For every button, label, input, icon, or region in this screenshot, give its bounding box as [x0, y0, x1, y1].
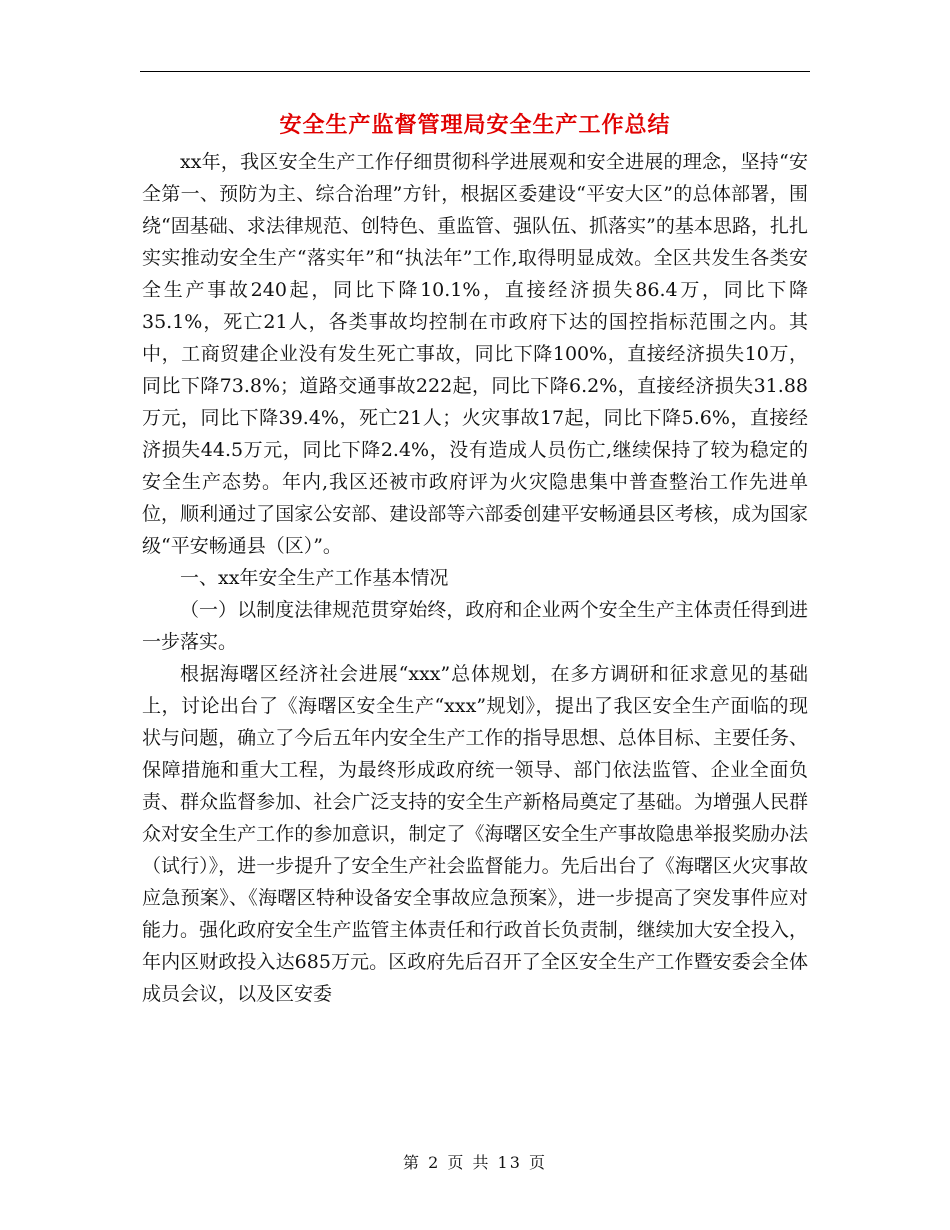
paragraph-planning: 根据海曙区经济社会进展“xxx”总体规划，在多方调研和征求意见的基础上，讨论出台了《海曙区安全生产“xxx”规划》，提出了我区安全生产面临的现状与问题，确立了今后五年内安全生产工作的指导思想、总体目标、主要任务、保障措施和重大工程，为最终形成政府统一领导、部门依法监管、企业全面负责、群众监督参加、社会广泛支持的安全生产新格局奠定了基础。为增强人民群众对安全生产工作的参加意识，制定了《海曙区安全生产事故隐患举报奖励办法（试行）》，进一步提升了安全生产社会监督能力。先后出台了《海曙区火灾事故应急预案》、《海曙区特种设备安全事故应急预案》，进一步提高了突发事件应对能力。强化政府安全生产监管主体责任和行政首长负责制，继续加大安全投入，年内区财政投入达685万元。区政府先后召开了全区安全生产工作暨安委会全体成员会议，以及区安委 — [142, 663, 808, 1005]
paragraph-intro: xx年，我区安全生产工作仔细贯彻科学进展观和安全进展的理念，坚持“安全第一、预防为主、综合治理”方针，根据区委建设“平安大区”的总体部署，围绕“固基础、求法律规范、创特色、重监管、强队伍、抓落实”的基本思路，扎扎实实推动安全生产“落实年”和“执法年”工作,取得明显成效。全区共发生各类安全生产事故240起，同比下降10.1%，直接经济损失86.4万，同比下降35.1%，死亡21人，各类事故均控制在市政府下达的国控指标范围之内。其中，工商贸建企业没有发生死亡事故，同比下降100%，直接经济损失10万，同比下降73.8%；道路交通事故222起，同比下降6.2%，直接经济损失31.88万元，同比下降39.4%，死亡21人；火灾事故17起，同比下降5.6%，直接经济损失44.5万元，同比下降2.4%，没有造成人员伤亡,继续保持了较为稳定的安全生产态势。年内,我区还被市政府评为火灾隐患集中普查整治工作先进单位，顺利通过了国家公安部、建设部等六部委创建平安畅通县区考核，成为国家级“平安畅通县（区）”。 — [142, 151, 808, 557]
footer-prefix: 第 — [402, 1153, 421, 1172]
footer-suffix: 页 — [529, 1153, 548, 1172]
section-heading-1: 一、xx年安全生产工作基本情况 — [180, 567, 449, 589]
document-title: 安全生产监督管理局安全生产工作总结 — [279, 112, 671, 138]
footer-current-page: 2 — [428, 1153, 441, 1172]
footer-total-pages: 13 — [497, 1153, 522, 1172]
page-footer — [0, 1152, 950, 1174]
footer-middle: 页 共 — [447, 1153, 491, 1172]
subsection-heading-1: （一）以制度法律规范贯穿始终，政府和企业两个安全生产主体责任得到进一步落实。 — [142, 599, 808, 653]
document-body — [142, 146, 808, 1010]
header-rule — [140, 71, 810, 72]
